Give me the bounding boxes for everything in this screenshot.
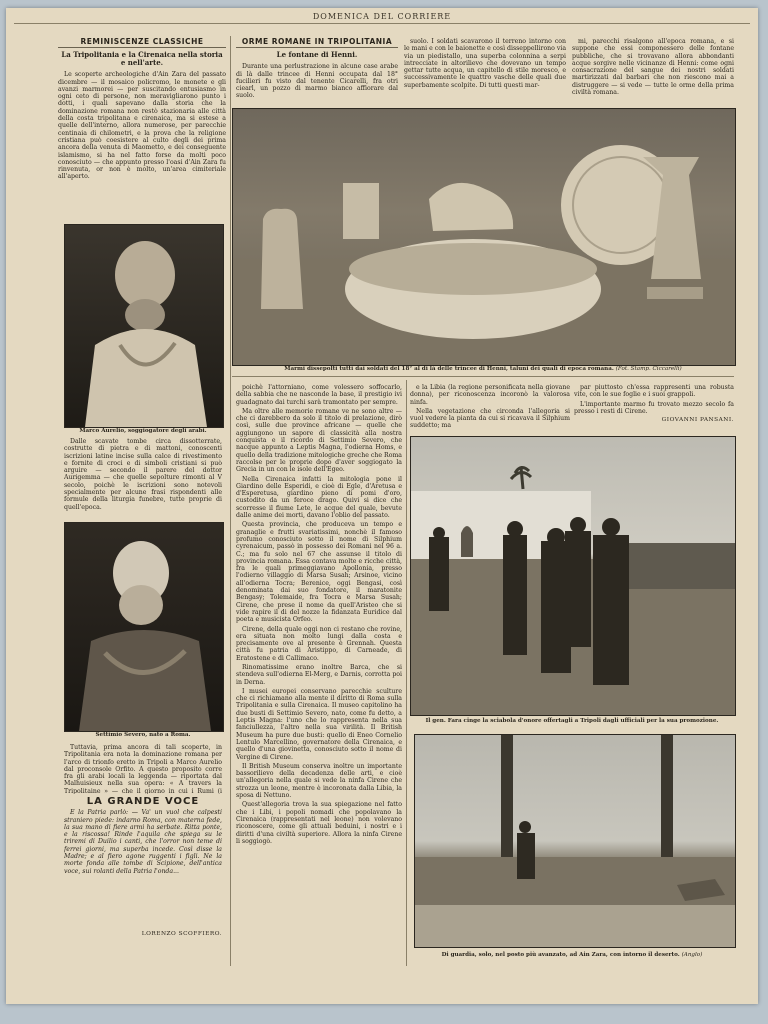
article-paragraph: par piuttosto ch'essa rappresenti una robusta vite, con le sue foglie e i suoi grappoli. [574, 384, 734, 399]
author-signature: LORENZO SCOFFIERO. [141, 931, 222, 938]
roman-marbles-photo [232, 108, 736, 366]
article-paragraph: suolo. I soldati scavarono il terreno intorno con le mani e con le baionette e così disseppellirono via via un piedistallo, una superba colonnina a serpi intrecciate in altorilievo che dovevano un tempo gettar tutte acqua, un capitello di stile moresco, e successivamente le quattro vasche delle quali due superbamente scolpite. Di tutti questi mar- [404, 38, 566, 89]
column-1-top [58, 38, 226, 225]
article-paragraph: Tuttavia, prima ancora di tali scoperte, in Tripolitania era nota la dominazione romana per l'arco di trionfo eretto in Tripoli a Marco Aurelio dal proconsole Orfito. A questo proposito corre fra gli arabi locali la leggenda — riportata dal Malhuisieux nella sua opera: « A travers la Tripolitaine » — che il giorno in cui i Rumi (i [64, 744, 222, 794]
newspaper-page [6, 8, 758, 1004]
poem-text: E la Patria parlò: — Va' un vuol che calpesti straniero piede: indarno Roma, con materna fede, la sua mano di fiere armi ha serbate. Ritta ponte, e la riscossa! Rinde l'aquila che spiega su le triremi di Duilio i canti, che l'orror non teme di ferrei giorni, ma superba incede. Così disse la Madre; e al fiero agone ruggenti i figli. Ne la morte fonda alle tombe di Scipione, dell'antica voce, sui rolanti della Patria l'onda... [64, 809, 222, 875]
author-signature: GIOVANNI PANSANI. [661, 417, 734, 424]
column-2-middle [236, 384, 402, 847]
photo-caption [410, 952, 734, 959]
article-paragraph: I musei europei conservano parecchie sculture che ci richiamano alla mente il diritto di Roma sulla Tripolitania e sulla Cirenaica. Il museo capitolino ha due busti di Settimio Severo, nato, come fu detto, a Leptis Magna: l'uno che lo rappresenta nella sua fanciullezza, l'altro nella sua virilità. Il British Museum ha pure due busti: quello di Eneo Cornelio Lentulo Marcellino, governatore della Cirenaica, e quello d'una giovinetta, conosciuto sotto il nome di Vergine di Cirene. [236, 687, 402, 761]
poem-title: LA GRANDE VOCE [86, 796, 200, 807]
column-4-top [572, 38, 734, 106]
article-paragraph: Questa provincia, che produceva un tempo e granaglie e frutti svariatissimi, nonchè il famoso profumo conosciuto sotto il nome di Silphium cyrenaicum, passò in possesso dei Romani nel 96 a. C.; ma fu solo nel 67 che assunse il titolo di provincia romana. Essa contava molte e ricche città, fra le quali primeggiavano Apollonia, presso l'odierno villaggio di Marsa Susah; Arsinoe, vicino all'odierna Tocra; Berenice, oggi Bengasi, così denominata dai suo fondatore, il maratonite Bengasy; Tolemaide, fra Tocra e Marsa Susah; Cirene, che prese il nome da quell'Aristeo che si vide rapire il di del nozze la fidanzata Euridice dal poeta e musicista Orfeo. [236, 521, 402, 624]
article-paragraph: L'importante marmo fu trovato mezzo secolo fa presso i resti di Cirene. [574, 400, 734, 415]
article-paragraph: mi, parecchi risalgono all'epoca romana, e si suppone che essi componessero delle fontane pubbliche, che si trovavano allora abbondanti acque sorgive nelle vicinanze di Henni: come ogni consacrazione del sangue dei nostri soldati martirizzati dal barbari che non riescono mai a distruggere — si vede — tutte le orme della prima civiltà romana. [572, 38, 734, 97]
page-header: DOMENICA DEL CORRIERE [312, 12, 452, 21]
caption-text: Marmi dissepolti tutti dai soldati del 18° al di là delle trincee di Henni, taluni dei quali di epoca romana. [284, 366, 614, 372]
photo-caption: Marco Aurelio, soggiogatore degli arabi. [79, 428, 207, 434]
header-rule [14, 23, 750, 24]
column-divider [230, 36, 231, 966]
article-paragraph: e la Libia (la regione personificata nella giovane donna), per riconoscenza incoronò la valorosa ninfa. [410, 384, 570, 406]
photo-caption: Settimio Severo, nato a Roma. [95, 732, 191, 738]
section-rule [232, 376, 734, 377]
photo-caption: Il gen. Fara cinge la sciabola d'onore offertagli a Tripoli dagli ufficiali per la sua promozione. [425, 718, 719, 724]
article-paragraph: Quest'allegoria trova la sua spiegazione nel fatto che i Libi, i popoli nomadi che popolavano la Cirenaica (rappresentati nel leone) non volevano riconoscere, come gli attuali beduini, i nostri e i diritti d'una civiltà superiore. Allora la ninfa Cirene li soggiogò. [236, 801, 402, 845]
column-2-top [236, 38, 398, 105]
article-paragraph: Nella Cirenaica infatti la mitologia pone il Giardino delle Esperidi, e cioè di Egle, d'Aretusa e d'Esperetusa, giardino pieno di pomi d'oro, custodito da un feroce drago. Quivi si dice che scorresse il fiume Lete, le acque del quale, bevute dalle anime dei morti, davano l'oblio del passato. [236, 475, 402, 520]
photo-credit: (Anglo) [681, 952, 703, 958]
septimius-severus-bust-photo [64, 522, 224, 732]
article-paragraph: Cirene, della quale oggi non ci restano che rovine, era situata non molto lungi dalla costa e precisamente ove al presente è Grennah. Questa città fu patria di Aristippo, di Carneade, di Eratostene e di Callimaco. [236, 625, 402, 662]
photo-caption [232, 366, 734, 373]
article-paragraph: Le scoperte archeologiche d'Ain Zara del passato dicembre — il mosaico policromo, le monete e gli avanzi marmorei — per suscitando entusiasmo in ogni ceto di persone, non meravigliarono punto i dotti, i quali sapevano dalla storia che la dominazione romana non restò stazionaria alle città della costa tripolitana e cirenaica, ma si estese a quelle dell'interno, allora numerose, per parecchie centinaia di chilometri, e la prova che la religione cristiana può coesistere al culto degli dei prima ancora della venuta di Maometto, e dei conseguente islamismo, si ha nel fatto forse da molti poco conosciuto — che appunto presso l'oasi d'Ain Zara fu rinvenuta, or non è molto, un'area cimiteriale all'aperto. [58, 71, 226, 181]
article-paragraph: Ma oltre alle memorie romane ve ne sono altre — che ci darebbero da solo il titolo di prelazione, dirò così, sulle due province africane — quelle che aggiungono un sapore di classicità alla nostra conquista e il ricordo di Settimio Severo, che nacque appunto a Leptis Magna, l'odierna Homs, e quello della tradizione mitologiche greche che Roma raccolse per le proprie dopo d'aver soggiogato la Grecia in un con le isole dell'Egeo. [236, 407, 402, 474]
column-3-middle [410, 384, 570, 432]
caption-text: Di guardia, solo, nel posto più avanzato, ad Ain Zara, con intorno il deserto. [441, 952, 680, 958]
article-subtitle: La Tripolitania e la Cirenaica nella storia e nell'arte. [61, 50, 223, 68]
section-kicker: REMINISCENZE CLASSICHE [58, 38, 226, 48]
photo-credit: (Fot. Stamp. Ciccarelli) [615, 366, 682, 372]
column-1-bottom [64, 744, 222, 939]
column-3-top [404, 38, 566, 106]
article-paragraph: Rinomatissime erano inoltre Barca, che si stendeva sull'odierna El-Merg, e Darnis, corrotta poi in Derna. [236, 663, 402, 686]
column-divider [406, 380, 407, 966]
general-fara-ceremony-photo [410, 436, 736, 716]
article-subtitle: Le fontane di Henni. [276, 50, 358, 60]
section-kicker: ORME ROMANE IN TRIPOLITANIA [236, 38, 398, 48]
marcus-aurelius-bust-photo [64, 224, 224, 428]
guard-at-ain-zara-photo [414, 734, 736, 948]
column-4-middle [574, 384, 734, 424]
article-paragraph: Il British Museum conserva inoltre un importante bassorilievo della decadenza delle arti, e cioè un'allegoria nella quale si vede la ninfa Cirene che strozza un leone, mentre è incoronata dalla Libia, la sposa di Nettuno. [236, 762, 402, 800]
article-paragraph: Dalle scavate tombe circa dissotterrate, costrutte di pietra e di mattoni, conoscenti iscrizioni latine incise sulla calce di rivestimento e fornite di croci e di simboli cristiani si può arguire — secondo il parere del dottor Aurigemma — che quelle sepolture rimonti al V secolo, poichè le iscrizioni sono notevoli specialmente per alcune frasi rispondenti alle formule della liturgia funebre, tutte proprie di quell'epoca. [64, 438, 222, 511]
article-paragraph: Durante una perlustrazione in alcune case arabe di là dalle trincee di Henni occupata dal 18° fucilieri fu visto dal tenente Cicarelli, fra otri ciearl, un pozzo di marmo bianco affiorare dal suolo. [236, 63, 398, 100]
article-paragraph: Nella vegetazione che circonda l'allegoria si vuol vedere la pianta da cui si ricavava il Silphium suddetto; ma [410, 407, 570, 430]
column-1-middle [64, 438, 222, 520]
article-paragraph: poichè l'attorniano, come volessero soffocarlo, della sabbia che ne nasconde la base, il prestigio ivi guadagnato dai turchi sarà tramontato per sempre. [236, 384, 402, 406]
